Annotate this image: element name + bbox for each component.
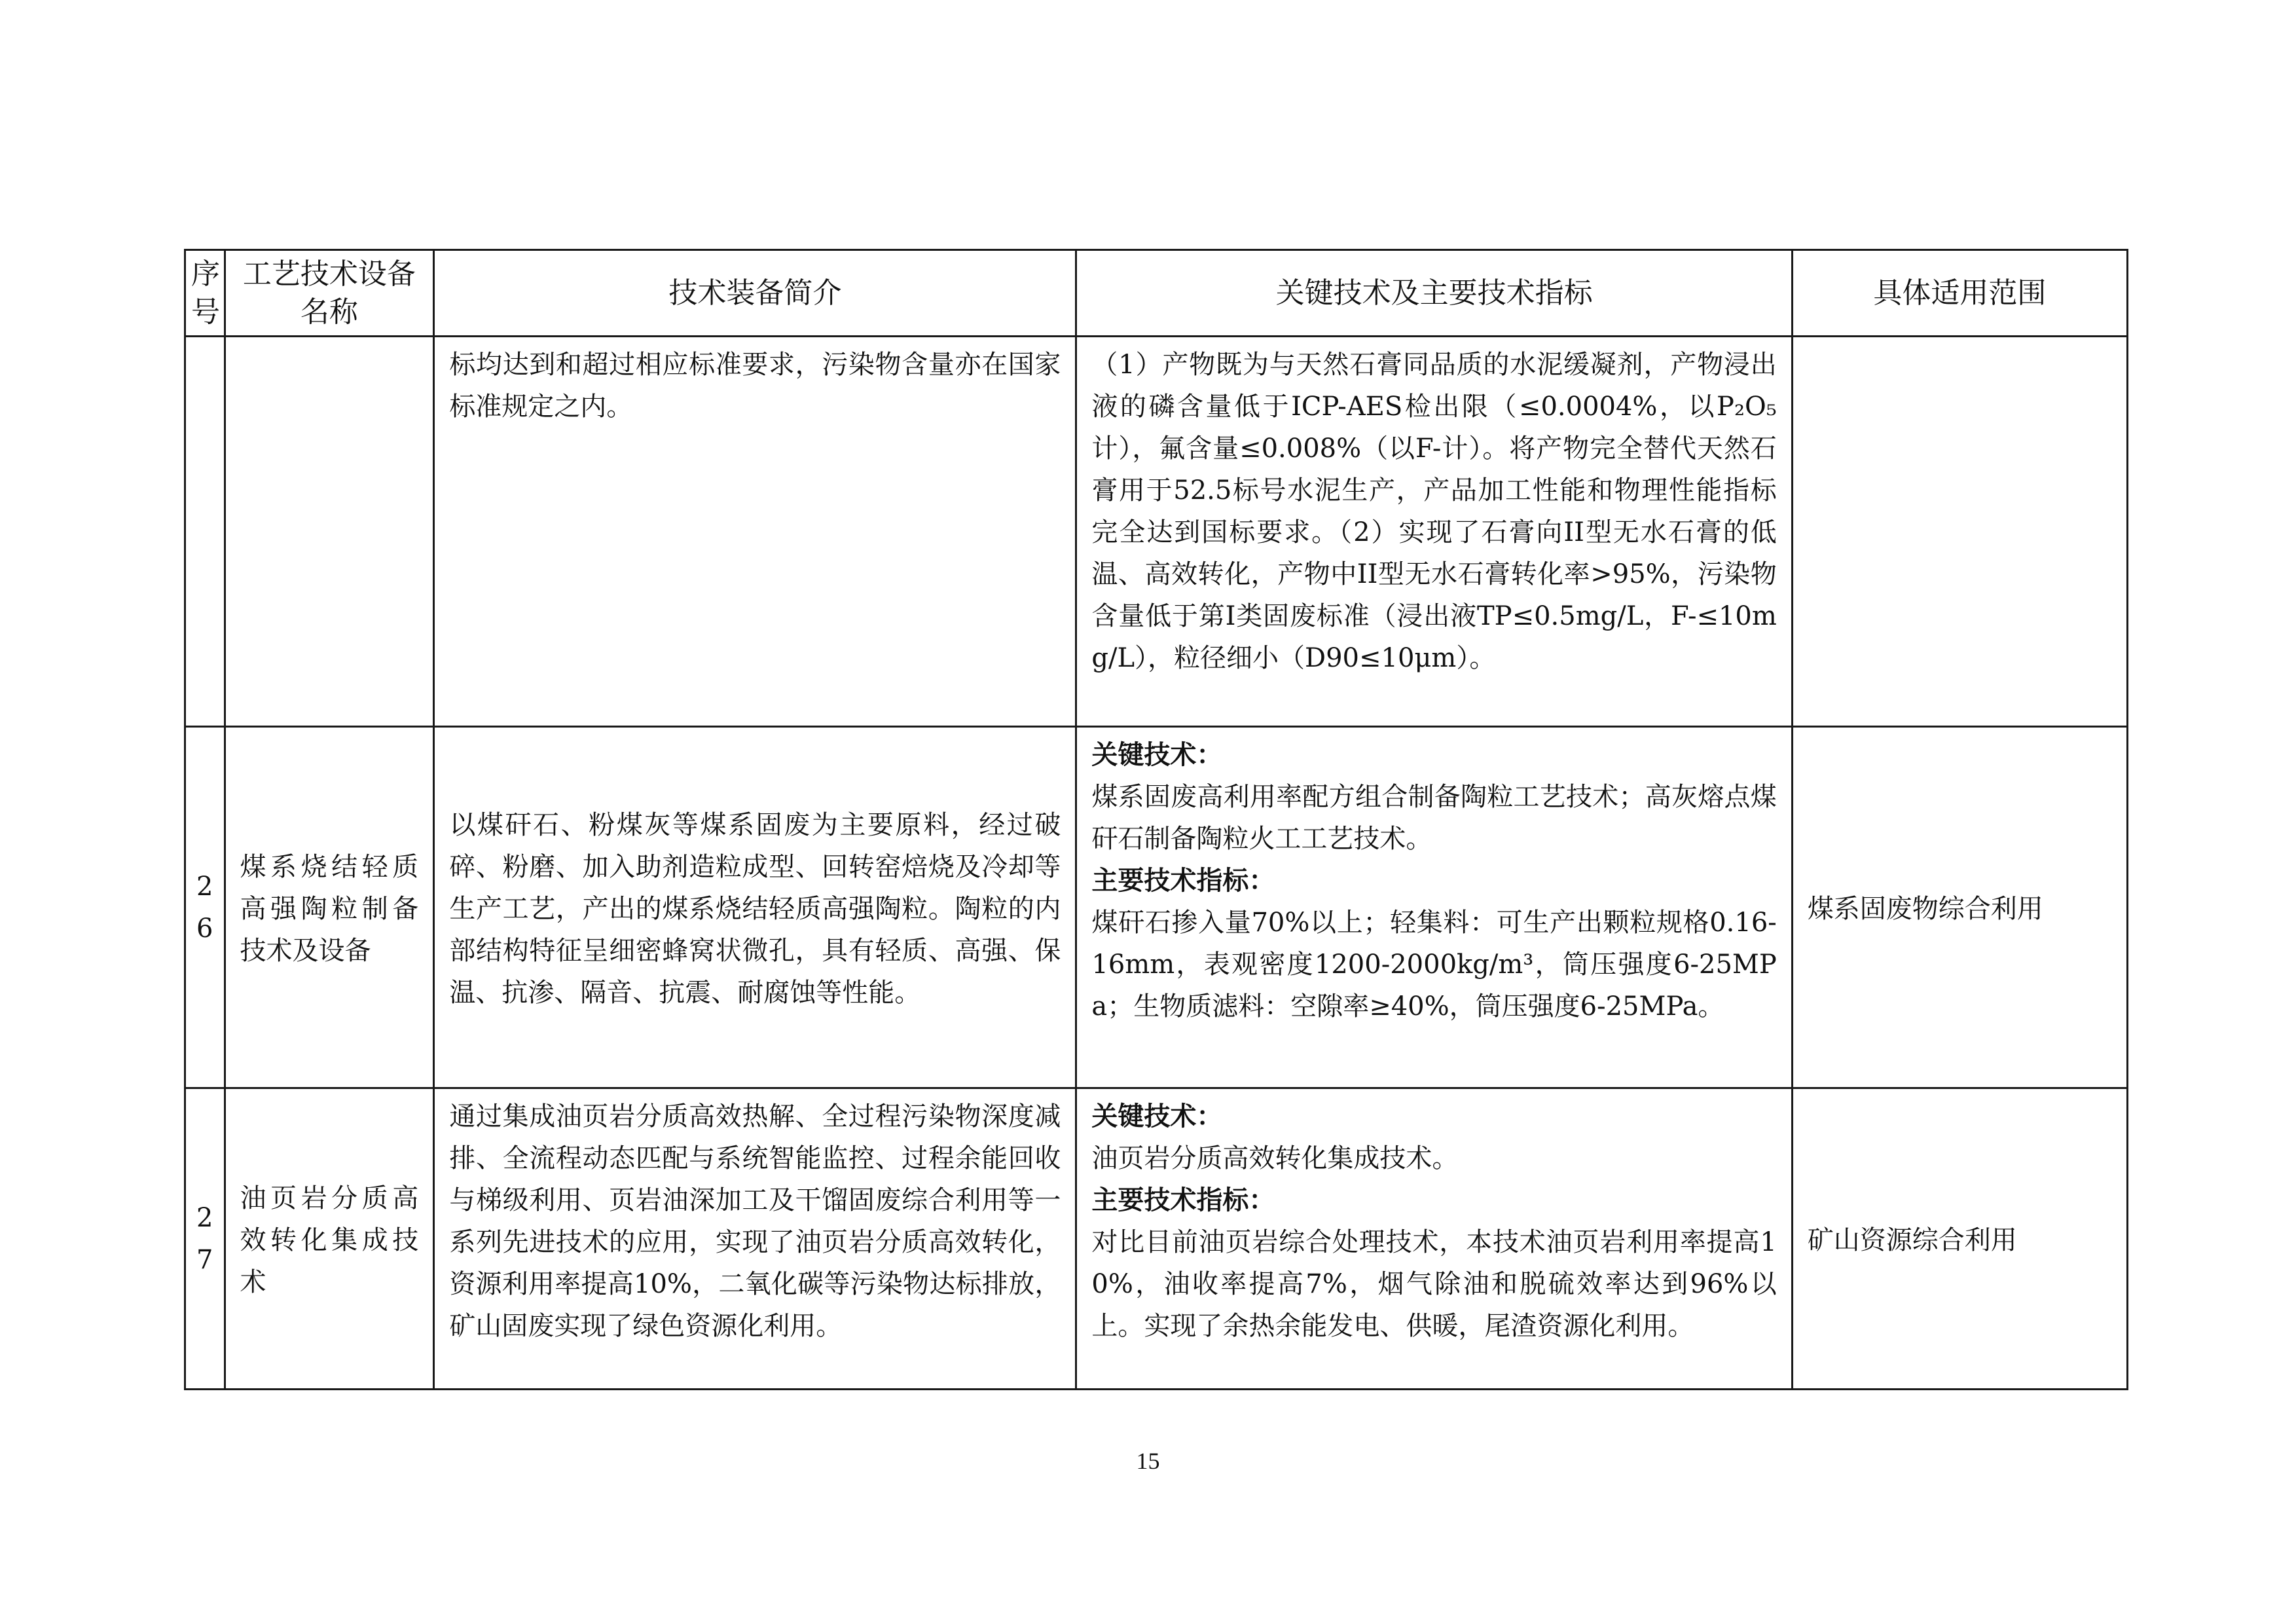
- row-number: [185, 337, 225, 727]
- index-text: 煤矸石掺入量70%以上；轻集料：可生产出颗粒规格0.16-16mm，表观密度1200-2000kg/m³，筒压强度6-25MPa；生物质滤料：空隙率≥40%，筒压强度6-25MPa。: [1091, 908, 1777, 1022]
- row-key: [1076, 1088, 1792, 1390]
- row-intro: 通过集成油页岩分质高效热解、全过程污染物深度减排、全流程动态匹配与系统智能监控、过程余能回收与梯级利用、页岩油深加工及干馏固废综合利用等一系列先进技术的应用，实现了油页岩分质高效转化，资源利用率提高10%，二氧化碳等污染物达标排放，矿山固废实现了绿色资源化利用。: [434, 1088, 1076, 1390]
- index-label: 主要技术指标：: [1091, 865, 1275, 896]
- row-key: [1076, 727, 1792, 1088]
- header-name: 工艺技术设备名称: [225, 250, 434, 337]
- row-name: [225, 337, 434, 727]
- row-key: （1）产物既为与天然石膏同品质的水泥缓凝剂，产物浸出液的磷含量低于ICP-AES检出限（≤0.0004%，以P₂O₅计），氟含量≤0.008%（以F-计）。将产物完全替代天然石膏用于52.5标号水泥生产，产品加工性能和物理性能指标完全达到国标要求。（2）实现了石膏向II型无水石膏的低温、高效转化，产物中II型无水石膏转化率>95%，污染物含量低于第I类固废标准（浸出液TP≤0.5mg/L，F-≤10mg/L），粒径细小（D90≤10μm）。: [1076, 337, 1792, 727]
- row-number: 27: [185, 1088, 225, 1390]
- index-text: 对比目前油页岩综合处理技术，本技术油页岩利用率提高10%，油收率提高7%，烟气除油和脱硫效率达到96%以上。实现了余热余能发电、供暖，尾渣资源化利用。: [1091, 1227, 1777, 1341]
- table-header-row: [185, 250, 2128, 337]
- header-key: 关键技术及主要技术指标: [1076, 250, 1792, 337]
- table-row: [185, 337, 2128, 727]
- index-label: 主要技术指标：: [1091, 1185, 1275, 1215]
- key-tech-label: 关键技术：: [1091, 739, 1223, 770]
- technology-table: [184, 249, 2128, 1390]
- table-row: [185, 1088, 2128, 1390]
- page-number: 15: [1136, 1448, 1160, 1474]
- header-scope: 具体适用范围: [1792, 250, 2127, 337]
- header-no: 序号: [185, 250, 225, 337]
- table-row: [185, 727, 2128, 1088]
- row-name: 煤系烧结轻质高强陶粒制备技术及设备: [225, 727, 434, 1088]
- row-number: 26: [185, 727, 225, 1088]
- row-name: 油页岩分质高效转化集成技术: [225, 1088, 434, 1390]
- row-scope: 煤系固废物综合利用: [1792, 727, 2127, 1088]
- row-scope: 矿山资源综合利用: [1792, 1088, 2127, 1390]
- row-intro: 标均达到和超过相应标准要求，污染物含量亦在国家标准规定之内。: [434, 337, 1076, 727]
- header-intro: 技术装备简介: [434, 250, 1076, 337]
- row-scope: [1792, 337, 2127, 727]
- key-tech-text: 煤系固废高利用率配方组合制备陶粒工艺技术；高灰熔点煤矸石制备陶粒火工工艺技术。: [1091, 782, 1777, 854]
- key-tech-label: 关键技术：: [1091, 1101, 1223, 1132]
- key-tech-text: 油页岩分质高效转化集成技术。: [1091, 1143, 1459, 1173]
- row-intro: 以煤矸石、粉煤灰等煤系固废为主要原料，经过破碎、粉磨、加入助剂造粒成型、回转窑焙烧及冷却等生产工艺，产出的煤系烧结轻质高强陶粒。陶粒的内部结构特征呈细密蜂窝状微孔，具有轻质、高强、保温、抗渗、隔音、抗震、耐腐蚀等性能。: [434, 727, 1076, 1088]
